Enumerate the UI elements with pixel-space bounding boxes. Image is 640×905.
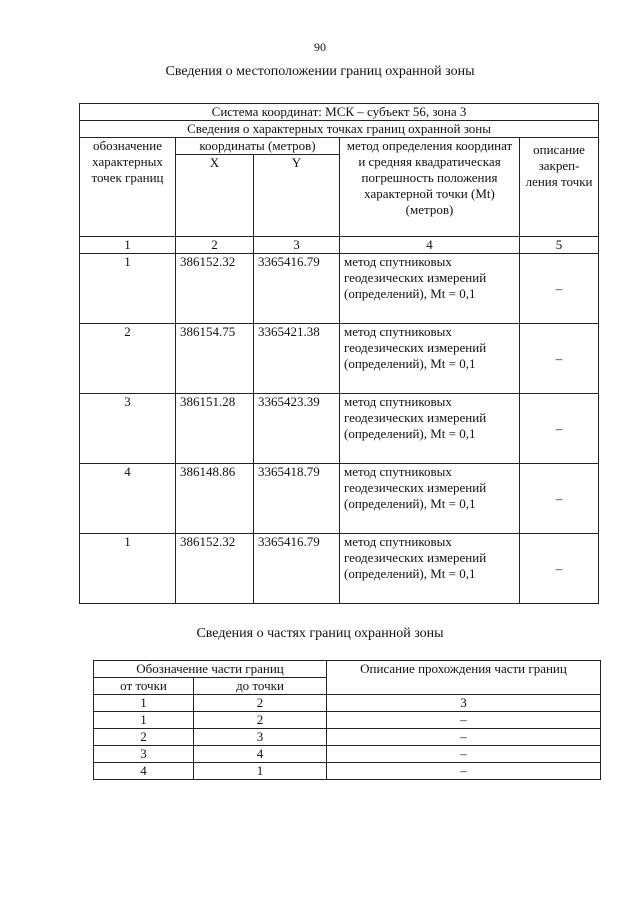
coord-y: 3365418.79 (254, 464, 340, 534)
from-point: 2 (94, 729, 194, 746)
points-table (79, 103, 599, 604)
boundary-description: 3 (327, 695, 601, 712)
column-number: 5 (520, 237, 599, 254)
header-point-designation: обозначение характерных точек границ (80, 138, 176, 237)
table-row (94, 763, 601, 780)
coord-x: 386148.86 (176, 464, 254, 534)
from-point: 1 (94, 695, 194, 712)
method-text: метод спутниковых геодезических измерений (определений), Mt = 0,1 (340, 464, 520, 534)
points-info-row: Сведения о характерных точках границ охранной зоны (80, 121, 599, 138)
section-title: Сведения о частях границ охранной зоны (196, 626, 444, 641)
to-point: 2 (194, 712, 327, 729)
to-point: 4 (194, 746, 327, 763)
to-point: 3 (194, 729, 327, 746)
coord-y: 3365423.39 (254, 394, 340, 464)
column-numbers-row (80, 237, 599, 254)
coord-y: 3365416.79 (254, 534, 340, 604)
table-row (94, 729, 601, 746)
to-point: 2 (194, 695, 327, 712)
coord-x: 386151.28 (176, 394, 254, 464)
coordinate-system-row: Система координат: МСК – субъект 56, зона 3 (80, 104, 599, 121)
from-point: 3 (94, 746, 194, 763)
table-row (80, 464, 599, 534)
page-title: Сведения о местоположении границ охранной зоны (165, 64, 475, 79)
table-row (80, 254, 599, 324)
point-id: 4 (80, 464, 176, 534)
table-row (94, 746, 601, 763)
boundary-description: – (327, 729, 601, 746)
point-description: – (520, 464, 599, 534)
coord-x: 386152.32 (176, 254, 254, 324)
coord-y: 3365416.79 (254, 254, 340, 324)
point-description: – (520, 324, 599, 394)
table-row (94, 712, 601, 729)
table-row (80, 324, 599, 394)
boundary-description: – (327, 746, 601, 763)
header-from-point: от точки (94, 678, 194, 695)
table-row (80, 394, 599, 464)
header-x: X (176, 155, 254, 237)
point-id: 1 (80, 534, 176, 604)
column-number: 4 (340, 237, 520, 254)
method-text: метод спутниковых геодезических измерений (определений), Mt = 0,1 (340, 324, 520, 394)
header-y: Y (254, 155, 340, 237)
from-point: 4 (94, 763, 194, 780)
boundary-parts-table (93, 660, 601, 780)
method-text: метод спутниковых геодезических измерений (определений), Mt = 0,1 (340, 534, 520, 604)
page-number: 90 (314, 40, 326, 54)
header-method: метод определения координат и средняя квадратическая погрешность положения характерной точки (Mt) (метров) (340, 138, 520, 237)
method-text: метод спутниковых геодезических измерений (определений), Mt = 0,1 (340, 394, 520, 464)
coord-x: 386152.32 (176, 534, 254, 604)
point-description: – (520, 254, 599, 324)
point-description: – (520, 534, 599, 604)
method-text: метод спутниковых геодезических измерений (определений), Mt = 0,1 (340, 254, 520, 324)
coord-x: 386154.75 (176, 324, 254, 394)
column-number: 2 (176, 237, 254, 254)
header-boundary-description: Описание прохождения части границ (327, 661, 601, 695)
column-number: 3 (254, 237, 340, 254)
header-description: описание закреп-ления точки (520, 138, 599, 237)
point-description: – (520, 394, 599, 464)
column-number: 1 (80, 237, 176, 254)
header-coordinates: координаты (метров) (176, 138, 340, 155)
from-point: 1 (94, 712, 194, 729)
to-point: 1 (194, 763, 327, 780)
point-id: 3 (80, 394, 176, 464)
table-row (94, 695, 601, 712)
boundary-description: – (327, 763, 601, 780)
point-id: 1 (80, 254, 176, 324)
point-id: 2 (80, 324, 176, 394)
table-row (80, 534, 599, 604)
boundary-description: – (327, 712, 601, 729)
header-designation: Обозначение части границ (94, 661, 327, 678)
header-to-point: до точки (194, 678, 327, 695)
coord-y: 3365421.38 (254, 324, 340, 394)
